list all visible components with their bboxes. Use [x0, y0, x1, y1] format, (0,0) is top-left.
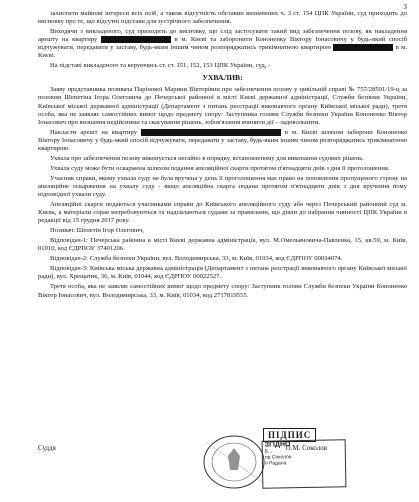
- paragraph-defendant-1: Відповідач-1: Печерська районна в місті Києві державна адміністрація, вул. М.Омельяновича-Павленка, 15, кв.59, м. Київ, 01010, код ЄДРПОУ 37401206.: [38, 237, 407, 253]
- paragraph-defendant-3: Відповідач-3: Київська міська державна адміністрація (Департамент з питань реєстрації виконавчого органу Київської міської ради), вул. Хрещатик, 36, м. Київ, 01044, код ЄДРПОУ 00022527.: [38, 265, 407, 281]
- judge-name: О.М. Соколов: [285, 444, 327, 452]
- stamp-line: ор Соколов: [264, 454, 292, 461]
- paragraph-legal-basis: На підставі викладеного та керуючись ст. ст. 151, 152, 153 ЦПК України, суд, -: [50, 62, 271, 70]
- paragraph-third-party: Третя особа, яка не заявляє самостійних вимог щодо предмету спору: Заступник голови Служби безпеки України Кононенко Віктор Іонасович, вул. Володимирська, 33, м. Київ, 01034, код 2717819555.: [38, 283, 407, 299]
- document-body: [38, 10, 407, 302]
- zgidno-label: ЗГІДНО: [264, 441, 291, 449]
- paragraph-appeal-court: Апеляційні скарги подаються учасниками справи до Київського апеляційного суду або через Печерський районний суд м. Києва, а матеріали справ витребовуються та надсилаються судами за правилами, що діяли до набрання чинності ЦПК України в редакції від 15 грудня 2017 року.: [38, 201, 407, 225]
- paragraph-renewal: Учасник справи, якому ухвала суду не була вручена у день її проголошення має право на поновлення пропущеного строку на апеляційне оскарження на ухвалу суду - якщо апеляційна скарга подана протягом п'ятнадцяти днів з дня вручення йому відповідної ухвали суду.: [38, 174, 407, 198]
- podpys-stamp: ПІДПИС: [263, 428, 316, 442]
- paragraph-defendant-2: Відповідач-2: Служба безпеки України, вул. Володимирська, 33, м. Київ, 01034, код ЄДРПОУ 00034074.: [50, 255, 343, 263]
- signature-block: [38, 430, 407, 502]
- paragraph-plaintiff: Позивач: Шепетін Ігор Олегович,: [50, 227, 145, 235]
- paragraph-claim: Заяву представника позивача Парінової Марини Вікторівни про забезпечення позову у цивільній справі № 757/28591/19-ц за позовом Шепетіна Ігора Олеговича до Печерської районної в місті Києві державної адміністрації, Служби безпеки України, Київської міської державної адміністрації (Департамент з питань реєстрації виконавчого органу Київської міської ради), третя особа, яка не заявляє самостійних вимог щодо предмету спору: Заступника голови Служби безпеки України Кононенко Віктор Іонасович про визнання недійсними та скасування рішень, зобов'язання вчинити дії – задовольнити.: [38, 86, 407, 126]
- judge-label: Суддя: [38, 444, 56, 452]
- redaction-bar: [101, 36, 171, 43]
- paragraph-appeal: Ухвала суду може бути оскаржена шляхом подання апеляційної скарги протягом п'ятнадцяти днів з дня її проголошення.: [50, 164, 390, 172]
- paragraph-conclusion: Виходячи з викладеного, суд приходить до висновку, що слід застосувати такий вид забезпечення позову, як накладення арешту на квартиру в м. Києві та заборонити Кононенку Віктору Іонасовичу у будь-який спосіб відчужувати, передавати у заставу, будь-яким іншим чином розпоряджатись трикімнатною квартирою в м. Києві.: [38, 28, 408, 60]
- paragraph-execution: Ухвала про забезпечення позову виконується негайно в порядку, встановленому для виконання судових рішень.: [50, 154, 364, 162]
- stamp-line: о Радана: [264, 460, 287, 467]
- paragraph-arrest: Накласти арешт на квартиру в м. Києві шляхом заборони Кононенко Віктору Іонасовичу у будь-який спосіб відчужувати, передавати у заставу, будь-яким іншим чином розпоряджатись трикімнатною квартирою.: [38, 128, 408, 152]
- stamp-line: Б...: [264, 448, 273, 455]
- certification-stamp: [262, 439, 347, 488]
- ruling-heading: УХВАЛИВ:: [202, 73, 243, 83]
- paragraph-security: захистити майнові інтереси всіх осіб, а також відсутність обставин визначених ч. 3 ст. 154 ЦПК України, суд приходить до висновку про те, що відсутні підстави для зустрічного забезпечення.: [38, 10, 407, 26]
- page-number: 3: [403, 3, 407, 11]
- redaction-bar: [141, 129, 281, 136]
- redaction-bar: [333, 44, 393, 51]
